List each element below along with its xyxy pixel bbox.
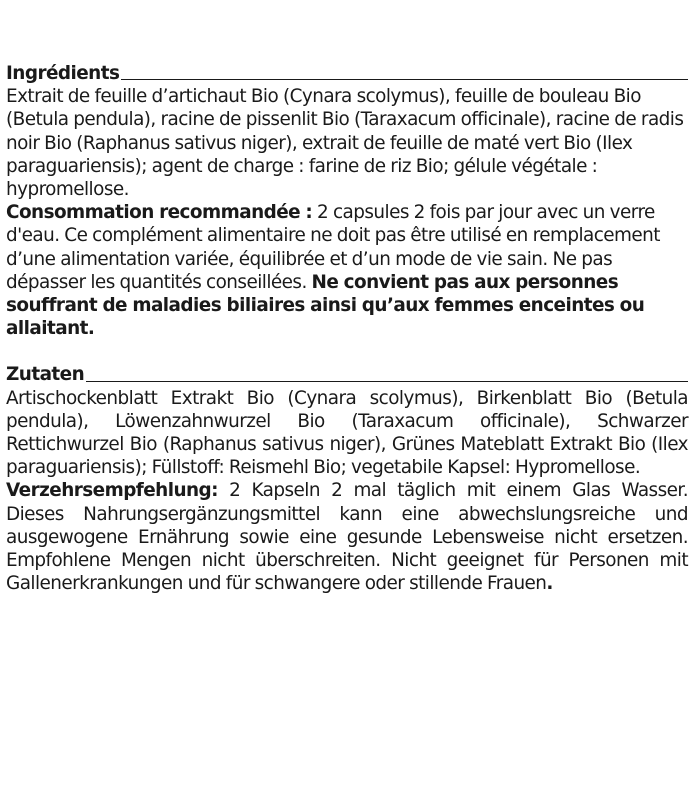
german-final-mark: .	[546, 573, 553, 595]
section-spacer	[6, 340, 688, 363]
french-heading	[6, 62, 688, 85]
french-usage-label: Consommation recommandée :	[6, 202, 313, 224]
french-heading-label: Ingrédients	[6, 63, 120, 84]
german-ingredients: Artischockenblatt Extrakt Bio (Cynara scolymus), Birkenblatt Bio (Betula pendula), Löwenzahnwurzel Bio (Taraxacum officinale), Schwarzer Rettichwurzel Bio (Raphanus sativus niger), Grünes Mateblatt Extrakt Bio (Ilex paraguariensis); Füllstoff: Reismehl Bio; vegetabile Kapsel: Hypromellose.	[6, 387, 688, 479]
german-section	[6, 363, 688, 595]
german-heading-label: Zutaten	[6, 364, 85, 386]
german-heading	[6, 363, 688, 386]
french-usage-text: 2 capsules 2 fois par jour avec un verre d'eau. Ce complément alimentaire ne doit pas être utilisé en remplacement d’une alimentation variée, équilibrée et d’un mode de vie sain. Ne pas dépasser les quantités conseillées.	[6, 202, 660, 293]
heading-rule	[86, 381, 688, 382]
german-usage	[6, 479, 688, 595]
label-text-panel	[6, 62, 688, 595]
heading-rule	[121, 79, 688, 80]
german-usage-text: 2 Kapseln 2 mal täglich mit einem Glas Wasser. Dieses Nahrungsergänzungsmittel kann eine abwechslungsreiche und ausgewogene Ernährung sowie eine gesunde Lebensweise nicht ersetzen. Empfohlene Mengen nicht überschreiten. Nicht geeignet für Personen mit Gallenerkrankungen und für schwangere oder stillende Frauen	[6, 480, 688, 595]
french-section	[6, 62, 688, 340]
french-usage	[6, 201, 688, 340]
german-usage-label: Verzehrsempfehlung:	[6, 480, 218, 502]
french-ingredients: Extrait de feuille d’artichaut Bio (Cynara scolymus), feuille de bouleau Bio (Betula pendula), racine de pissenlit Bio (Taraxacum officinale), racine de radis noir Bio (Raphanus sativus niger), extrait de feuille de maté vert Bio (Ilex paraguariensis); agent de charge : farine de riz Bio; gélule végétale : hypromellose.	[6, 86, 684, 201]
french-warning: Ne convient pas aux personnes souffrant de maladies biliaires ainsi qu’aux femmes enceintes ou allaitant.	[6, 271, 645, 340]
